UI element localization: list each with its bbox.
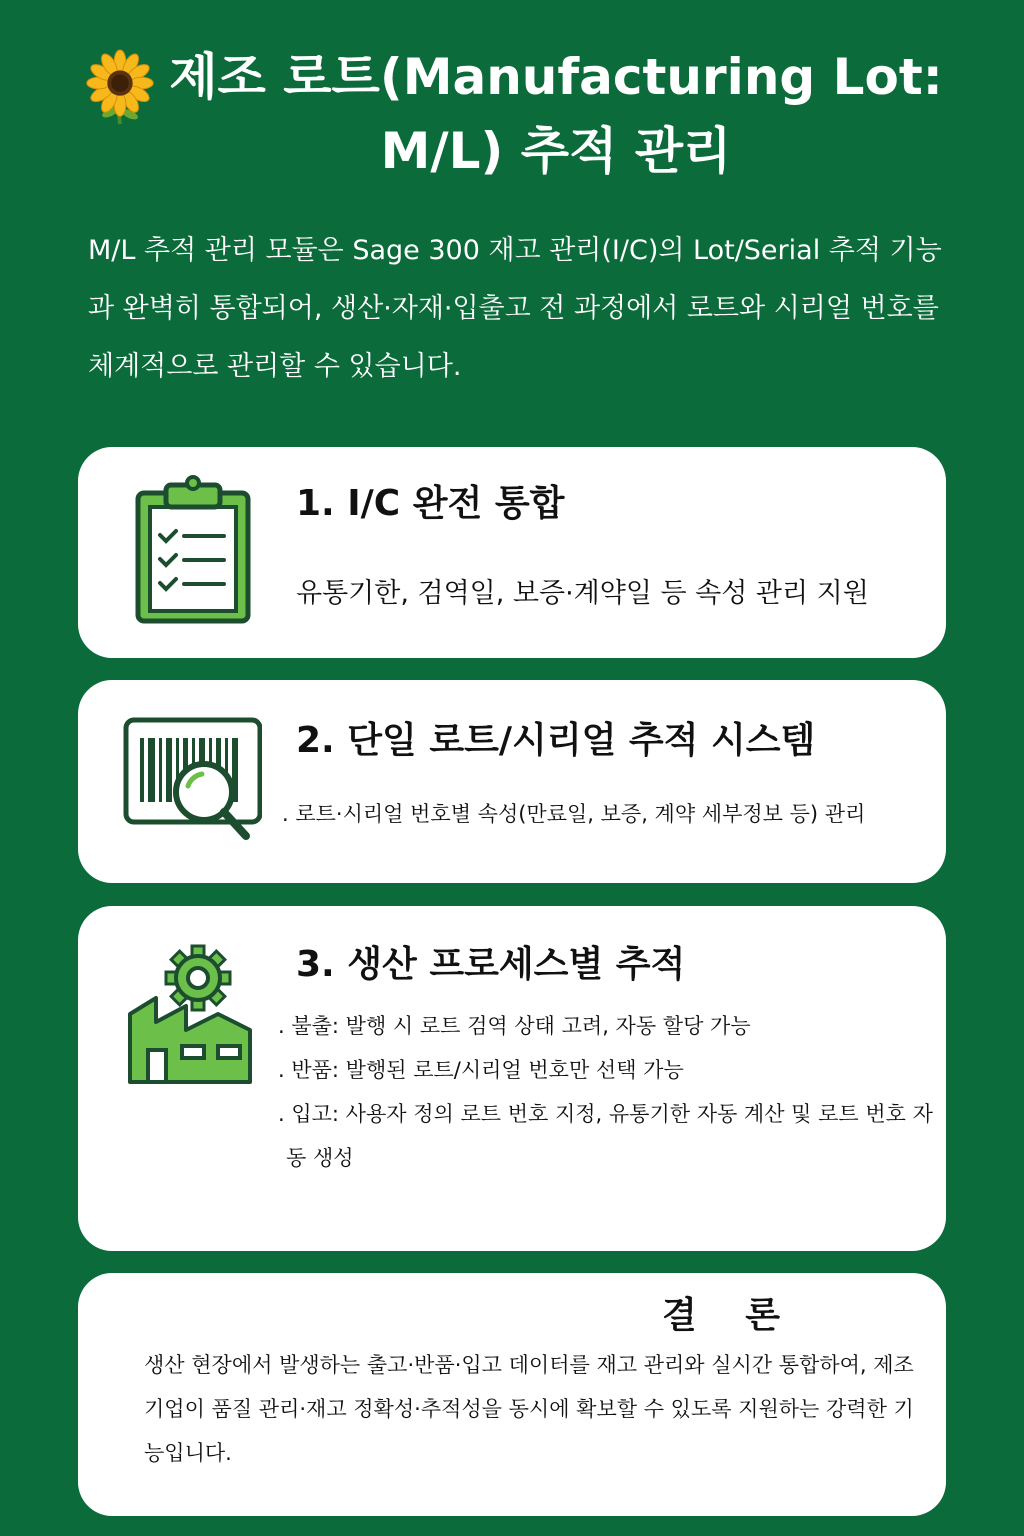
- intro-paragraph: M/L 추적 관리 모듈은 Sage 300 재고 관리(I/C)의 Lot/Serial 추적 기능과 완벽히 통합되어, 생산·자재·입출고 전 과정에서 로트와 시리얼 번호를 체계적으로 관리할 수 있습니다.: [88, 235, 942, 382]
- page-title: [169, 40, 942, 188]
- sunflower-icon: [81, 48, 159, 126]
- section-description: . 로트·시리얼 번호별 속성(만료일, 보증, 계약 세부정보 등) 관리: [282, 802, 866, 826]
- section-title: 3. 생산 프로세스별 추적: [296, 944, 686, 985]
- conclusion-body: 생산 현장에서 발생하는 출고·반품·입고 데이터를 재고 관리와 실시간 통합하여, 제조기업이 품질 관리·재고 정확성·추적성을 동시에 확보할 수 있도록 지원하는 강력한 기능입니다.: [144, 1353, 914, 1465]
- process-issue-item: . 불출: 발행 시 로트 검역 상태 고려, 자동 할당 가능: [278, 1014, 751, 1038]
- barcode-search-icon: [122, 716, 262, 844]
- process-return-item: . 반품: 발행된 로트/시리얼 번호만 선택 가능: [278, 1058, 684, 1082]
- section-description: 유통기한, 검역일, 보증·계약일 등 속성 관리 지원: [296, 578, 869, 609]
- title-row: [0, 40, 1024, 188]
- header: [0, 40, 1024, 188]
- process-receipt-item: . 입고: 사용자 정의 로트 번호 지정, 유통기한 자동 계산 및 로트 번호 자동 생성: [278, 1102, 933, 1170]
- section-card-lot-serial-tracking: [78, 680, 946, 883]
- section-card-production-process: [78, 906, 946, 1251]
- conclusion-card: [78, 1273, 946, 1516]
- factory-gear-icon: [126, 942, 254, 1086]
- title-line-2: M/L) 추적 관리: [380, 122, 732, 180]
- conclusion-title: 결 론: [661, 1295, 799, 1336]
- section-card-ic-integration: [78, 447, 946, 658]
- section-title: 2. 단일 로트/시리얼 추적 시스템: [296, 720, 816, 761]
- section-title: 1. I/C 완전 통합: [296, 483, 565, 524]
- process-list: [278, 1004, 944, 1180]
- title-line-1: 제조 로트(Manufacturing Lot:: [169, 48, 943, 106]
- clipboard-checklist-icon: [132, 473, 254, 627]
